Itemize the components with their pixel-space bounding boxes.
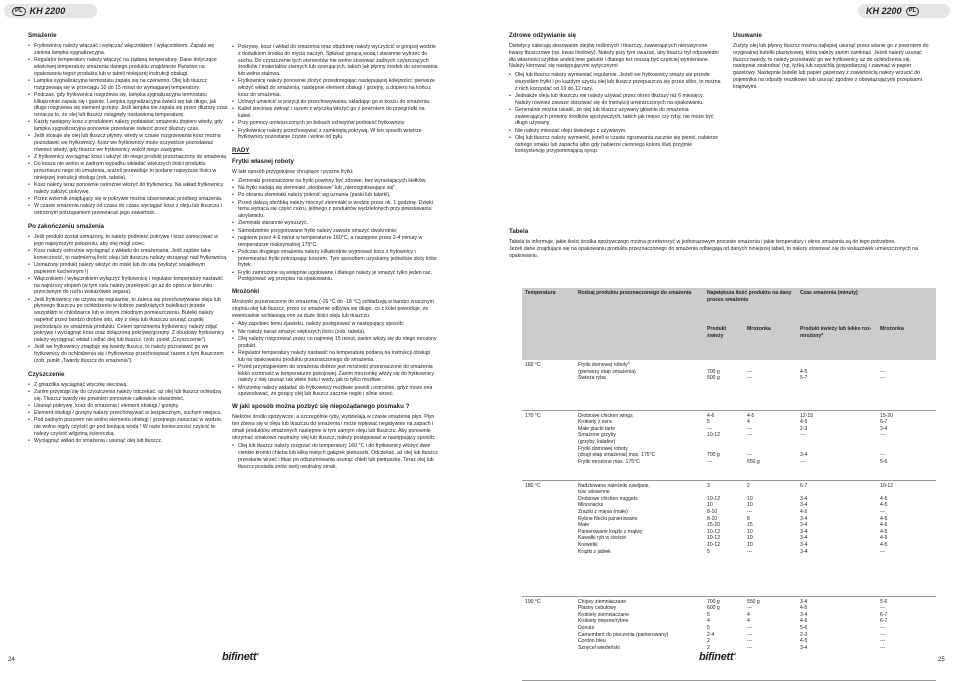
cell-line [747,439,794,446]
cell-line: 600 g [707,605,720,612]
cell-line: --- [880,508,886,515]
cell-line: 4-5 [800,618,808,625]
cell-qty-frozen [744,596,797,680]
cell-line: 10 [707,502,713,509]
table-row [522,360,936,410]
frytki-intro: W taki sposób przygotujesz chrupiące i pyszne frytki: [232,169,354,176]
cell-line: --- [880,375,886,382]
cell-time-frozen [877,360,936,410]
cell-line: 12-15 [800,412,814,419]
section-title-zakonczeniu: Po zakończeniu smażenia [28,222,104,230]
cell-line: 8-10 [707,508,718,515]
cell-line [707,439,741,446]
cell-line: Krokiety z sera [578,419,612,426]
list-zdrowe [509,72,721,155]
list-item: • najpierw przez 4-6 minut w temperaturze 160°C, a następnie przez 2-4 minuty w temperaturze maksymalnej 175°C. [232,235,438,249]
list-item: • Z frytkownicy wyciągnąć kosz i włożyć do niego produkt przeznaczony do smażenia. [28,154,228,161]
cell-line: 4 [747,618,750,625]
cell-line: 4 [747,611,750,618]
table-row [522,596,936,680]
list-item: • Frytkownicę należy włączać i wyłączać włącznikiem / wyłącznikiem. Zapala się zielona lampka sygnalizacyjna. [28,43,228,57]
table-row [522,410,936,480]
cell-line: Sznycel wiedeński [578,644,620,651]
page-number-right: 25 [938,657,945,663]
list-item: • Olej lub tłuszcz należy wymieniać regularnie. Jeżeli we frytkownicy smaży się przede wszystkim frytki i po każdym użyciu olej lub tłuszcz przepuszcza się przez sitko, to można z nich korzystać od 10 do 12 razy. [509,72,721,92]
cell-line: 5-6 [880,458,888,465]
cell-line: --- [747,605,753,612]
cell-line [707,489,741,496]
cell-line: 3-4 [800,502,808,509]
section-title-zdrowe: Zdrowe odżywianie się [509,32,577,39]
cell-line: 4 [747,419,750,426]
list-item: • Usmażony produkt należy włożyć do miski lub do sita (wyłożyć wsiąkliwym papierem kuchennym !) [28,262,228,276]
cell-line: (pierwszy etap smażenia) [578,368,636,375]
cell-line: 3 [707,482,710,489]
cell-line: Donuts [578,624,595,631]
cell-line [707,362,741,369]
cell-line: --- [747,452,753,459]
cell-line: Drobiowe chicken nuggets [578,495,638,502]
cell-line: Świeża ryba [578,375,606,382]
list-frytki [232,178,438,283]
cell-line: 10-12 [707,535,721,542]
tabela-section [509,226,933,261]
cell-qty-fresh [704,596,744,680]
subheader-frozen: Mrożonka [744,324,797,360]
cell-line [707,446,741,453]
cell-line [800,439,874,446]
list-item: • W czasie smażenia należy od czasu do czasu wyciągać kosz z oleju lub tłuszczu i ostrożnym potrząsaniem przewracać jego zawartość. [28,203,228,217]
section-title-posmak: W jaki sposób można pozbyć się niepożądanego posmaku ? [232,403,410,411]
cell-line: --- [747,548,753,555]
list-item: • Podczas drugiego smażenia należy kilkakrotnie wyjmować kosz z frytownicy i przemieszać frytki potrząsając koszem. Tym sposobem uzyskamy jednolicie złoty kolor frytek. [232,249,438,269]
cell-line: (grzyby, kalafior) [578,438,616,445]
cell-line: 3-4 [880,425,888,432]
header-product: Rodzaj produktu przeznaczonego do smażenia [575,288,704,360]
list-item: • Ziemniaki starannie wysuszyć. [232,220,438,227]
list-item: • Olej należy rozgrzewać przez co najmniej 15 minut, zanim włoży się do niego mrożony produkt. [232,336,438,350]
list-item: • Jeśli we frytkownicy znajduje się twardy tłuszcz, to należy pozostawić go we frytkownicy do ochłodzenia się i frytkownicę przechowywać razem z tym tłuszczem (zob. punkt „Twardy tłuszcz do smażenia”). [28,344,228,364]
cell-line: 5-7 [800,375,808,382]
cell-line: 500 g [707,375,720,382]
cell-line: Krewetki [578,541,598,548]
list-item: • Uchwyt umieścić w pozycji do przechowywania, składając go w koszu do smażenia. [232,99,438,106]
cell-line [747,362,794,369]
list-item: • Po obraniu ziemniaki należy pokroić wg uznania (paski lub talarki). [232,192,438,199]
cell-line: 4-5 [880,535,888,542]
cell-line: --- [880,548,886,555]
cell-line: --- [800,432,806,439]
cell-line: 3-4 [800,495,808,502]
list-item: • Z gniazdka wyciągnąć wtyczkę sieciową. [28,382,228,389]
cell-line: --- [747,368,753,375]
cell-line: 4-5 [880,541,888,548]
page-header-right [858,4,950,18]
cell-line: --- [880,452,886,459]
zdrowe-intro: Dietetycy zalecają stosowanie olejów roślinnych i tłuszczy, zawierających nienasycone kwasy tłuszczowe (np. kwas linolowy). Należy przy tym uważać, aby tłuszcz był odpowiedni dla własności szybkie andeli inne gatunki i dlatego też muszą być częściej wymieniane. Należy kierować się następującymi wytycznymi: [509,43,719,70]
cell-line: --- [747,432,753,439]
cell-line: --- [880,644,886,651]
cell-line: 2 [747,482,750,489]
list-mrozonki [232,321,438,398]
section-title-smazenie: Smażenie [28,32,57,39]
cell-line: 550 g [747,598,760,605]
cell-line: --- [747,631,753,638]
list-item: • Każdy następny kosz z produktem należy poddawać smażeniu dopiero wtedy, gdy lampka sygnalizacyjna ponownie przestanie świecić przez dłuższy czas. [28,119,228,133]
cell-temperature: 190 °C [522,596,575,680]
cell-line: 4-5 [800,638,808,645]
logo-text: bifinett [699,651,734,663]
posmak-intro: Niektóre środki spożywcze, a szczególnie ryby, wydzielają w czasie smażenia płyn. Płyn ten zbiera się w oleju lub tłuszczu do smażenia i może wpływać negatywnie na zapach i smak produktów smażonych następnie w tym samym oleju lub tłuszczu. Aby ponownie otrzymać smakowo neutralny olej lub tłuszcz, należy postępować w następujący sposób: [232,414,436,441]
cell-line: 5 [707,548,710,555]
list-smazenie [28,43,228,217]
cell-line [800,362,874,369]
cell-line: 2 [707,644,710,651]
cell-line: --- [800,458,806,465]
cell-temperature: 170 °C [522,410,575,480]
cell-line: 5 [707,419,710,426]
cell-line: 3-4 [800,522,808,529]
language-badge: PL [12,7,26,16]
section-title-czyszczenie: Czyszczenie [28,370,65,378]
cell-line: Kawałki ryb w cieście [578,535,627,542]
cell-line: 10 [747,495,753,502]
cell-line: 15-20 [880,412,894,419]
cell-line: Drobiowe chicken wings [578,412,633,419]
cell-time-fresh [797,480,877,596]
cell-line: 6-7 [880,611,888,618]
cell-line: Frytki mrożone max. 175°C [578,458,640,465]
cell-qty-fresh [704,480,744,596]
model-title-right: KH 2200 [866,6,902,16]
cell-line: 6-7 [880,618,888,625]
list-item: • Element obsługi / grzejny należy przechowywać w bezpiecznym, suchym miejscu. [28,410,228,417]
cell-line [747,489,794,496]
cell-qty-fresh [704,360,744,410]
cell-line: 4-5 [747,412,755,419]
cell-time-frozen [877,480,936,596]
cell-products [575,410,704,480]
list-item: • Usunąć pokrywę, kosz do smażenia i element obsługi / grzejny. [28,403,228,410]
list-item: • Przed przystąpieniem do smażenia dobrze jest mrożonki przeznaczone do smażenia lekko rozmrozić w temperaturze pokojowej. Zanim mrożonkę włoży się do frytkownicy należy z niej usunąć tak wiele lodu i wody, jak to tylko możliwe. [232,364,438,384]
cell-line [880,362,933,369]
cell-line: 5-6 [800,624,808,631]
cell-time-fresh [797,360,877,410]
cell-line: Cordon bleu [578,638,606,645]
list-item: • Przy pomocy umieszczonych po bokach uchwytów podnieść frytkownicę. [232,120,438,127]
brand-logo-right: bifinett® [699,651,736,663]
cell-line: 4-5 [880,515,888,522]
subheader-fresh: Produkt świeży [704,324,744,360]
cell-line: Frytki domowej roboty [578,445,628,452]
list-item: • Jeśli produkt został usmażony, to należy podnieść pokrywę i kosz zamocować w jego najwyższym położeniu, aby olej mógł ociec. [28,234,228,248]
cell-time-fresh [797,410,877,480]
cell-line: 4-5 [880,502,888,509]
cell-line: Małe placki tarte [578,425,616,432]
list-item: • Frytki zamrożone są wstępnie ugotowane i dlatego należy je smażyć tylko jeden raz. Postępować wg przepisu na opakowaniu. [232,270,438,284]
cell-line: --- [880,368,886,375]
cell-line: 700 g [707,368,720,375]
list-item: • Nie należy mieszać oleju świeżego z używanym. [509,128,721,135]
cell-line: 10 [747,528,753,535]
section-title-rady: RADY [232,147,250,154]
cell-qty-frozen [744,480,797,596]
mrozonki-intro: Mrożonki przeznaczone do smażenia (-16 °C do -18 °C) schładzają w bardzo znacznym stopniu olej lub tłuszcz, przez co smażenie odbywa się długo, co z kolei powoduje, że ewentualnie wchłaniają one za duże ilości oleju lub tłuszczu. [232,299,434,319]
cell-line: Małe [578,522,590,529]
subheader-time-fresh: Produkt świeży lub lekko roz-mrożony* [797,324,877,360]
cell-line: 10-12 [707,528,721,535]
model-title: KH 2200 [29,6,66,16]
list-item: • Zanim przystąpi się do czyszczenia należy odczekać, aż olej lub tłuszcz ochłodzą się. Tłuszcz twardy nie powinien ponownie całkowicie stwardnieć. [28,389,228,403]
cell-line: 3-4 [800,611,808,618]
list-item: • Przed dalszą obróbką należy moczyć ziemniaki w wodzie przez ok. 1 godzinę. Dzięki temu wytrąca się część cukru, jednego z produktów wydzielonych przy powstawaniu akrylamidu. [232,200,438,220]
cell-line: Chipsy ziemniaczane [578,598,627,605]
header-quantity: Największa ilość produktu na dany proces smażenia [704,288,797,324]
list-item: • Generalnie można ustalić, że olej lub tłuszcz używany głównie do smażenia zawierających proteiny środków spożywczych, takich jak mięso czy ryby, nie może być długo używany. [509,107,721,127]
cell-line: Krążki z jabłek [578,548,611,555]
list-item: • Frytkownicę należy ponownie złożyć przestrzegając następującej kolejności: pierwsze włożyć wkład do smażenia, następnie element obsługi / grzejny, a dopiero na końcu: kosz do smażenia. [232,78,438,98]
cell-line: 15 [747,522,753,529]
cell-line: 4-5 [800,368,808,375]
cell-line [800,446,874,453]
cell-line: Nadziewane naleśniki zawijane, [578,482,650,489]
tabela-text2: Jeżeli dane znajdujące się na opakowaniu produktu przeznaczonego do smażenia odbiegają od danych niniejszej tabeli, to należy stosować się do wskazówek umieszczonych na opakowaniu. [509,245,918,259]
header-temperature: Temperatura [522,288,575,360]
list-item: • Pod żadnym pozorem nie wolno elementu obsługi / grzejnego zanurzać w wodzie, nie wolno nigdy czyścić go pod bieżącą wodą ! W razie konieczności czyścić te należy czyścić wilgotną ściereczką. [28,417,228,437]
cell-temperature: 180 °C [522,480,575,596]
section-title-tabela: Tabela [509,228,529,235]
cell-line: 10-12 [707,495,721,502]
list-czyszczenie [28,382,228,445]
list-item: • Lampka sygnalizacyjna termostatu zapala się na czerwono. Olej lub tłuszcz rozgrzewają się w przeciągu 10 do 15 minut do wymaganej temperatury. [28,78,228,92]
cell-line: Camembert do pieczenia (panierowany) [578,631,669,638]
section-title-usuwanie: Usuwanie [733,32,762,39]
cell-line [880,489,933,496]
cell-line: 3-4 [800,535,808,542]
list-item: • Regulator temperatury należy włączyć na żądaną temperaturę. Dane dotyczące właściwej temperatury smażenia danego produktu znajdziecie Państwo na opakowaniu tegoż produktu lub w tabeli niniejszej instrukcji obsługi. [28,57,228,77]
section-title-frytki: Frytki własnej roboty [232,158,294,166]
cell-line: 700 g [707,598,720,605]
list-item: • Wyciągnąć wkład do smażenia i usunąć olej lub tłuszcz. [28,438,228,445]
left-column-2 [232,44,438,471]
list-item: • Mrożonkę należy wkładać do frytkownicy możliwie powoli i ostrożnie, gdyż może ona spowodować, że gorący olej lub tłuszcz zacznie nagle i silnie wrzeć. [232,385,438,399]
cell-line [880,439,933,446]
cell-line: --- [707,458,713,465]
list-item: • Na frytki nadają się ziemniaki „skrobiowe” lub „nierozgotowujące się”. [232,185,438,192]
cell-line: 10 [747,535,753,542]
subheader-time-frozen: Mrożonka [877,324,936,360]
cell-line: Zraziki z mięsa (małe) [578,508,628,515]
list-cleaning-cont [232,44,438,141]
cell-qty-fresh [704,410,744,480]
cell-line: 4-5 [800,605,808,612]
cell-line: 4-5 [880,522,888,529]
cell-line: 2-3 [800,631,808,638]
cell-line: Minisnacks [578,502,604,509]
cell-line: 8-10 [707,515,718,522]
frying-table [522,288,936,681]
cell-products [575,596,704,680]
cell-line: --- [747,425,753,432]
cell-line: 3-4 [800,528,808,535]
logo-text: bifinett [222,651,257,663]
list-item: • Kosz należy ostrożnie wyciągnąć z wkładu do smażeniana. Jeśli zajdzie taka konieczność, to nadmierną ilość oleju lub tłuszczu należy strząsnąć nad frytkownicą. [28,248,228,262]
cell-line: Plastry cebulowy [578,605,617,612]
cell-line: 4-5 [880,528,888,535]
cell-line: 6-7 [800,482,808,489]
cell-line: 15-20 [707,522,721,529]
cell-line: 5-6 [880,598,888,605]
cell-line: 4-5 [800,508,808,515]
cell-temperature: 160 °C [522,360,575,410]
cell-line: 2-3 [800,425,808,432]
list-item: • Przez wziernik znajdujący się w pokrywie można obserwować przebieg smażenia. [28,196,228,203]
table-row [522,480,936,596]
right-column-2 [733,30,933,92]
language-badge-right: PL [906,7,920,16]
cell-line: Rybne filecki panierowane [578,515,638,522]
cell-line: 3-4 [800,515,808,522]
cell-line: 6-7 [880,419,888,426]
table-body [522,360,936,680]
list-item: • Jednakże oleju lub tłuszczu nie należy używać przez okres dłuższy niż 6 miesięcy. Należy również zawsze stosować się do instrukcji umieszczonych na opakowaniu. [509,93,721,107]
cell-line: 4-5 [880,495,888,502]
cell-line: 4-5 [800,419,808,426]
cell-line: 10-12 [707,541,721,548]
section-title-mrozonki: Mrożonki [232,288,260,296]
cell-line: --- [880,631,886,638]
cell-line: 10-12 [880,482,894,489]
cell-line [800,489,874,496]
list-item: • Regulator temperatury należy nastawić na temperaturę podaną na instrukcji obsługi lub na opakowaniu produktu przeznaczonego do smażenia. [232,350,438,364]
cell-line: --- [880,638,886,645]
cell-line: --- [747,644,753,651]
cell-line: --- [880,624,886,631]
cell-line: tzw. wiosenne [578,489,610,496]
list-item: • Jeśli frytkownicy nie używa się regularnie, to zaleca się przechowywanie oleju lub płynnego tłuszczu po ochłodzeniu w dobrze zamkniętych butelkach przede wszystkim w chłodziarce lub w innym chłodnym pomieszczeniu. Butelki należy napełnić przez bardzo drobne sito, aby z oleju lub tłuszczu usunąć cząstki pochodzące ze smażenia produktu. Celem opróżnienia frytkownicy należy zdjąć pokrywę i wyciągnąć kosz oraz dołączoną pokrywę/grzejny. Z obudowy frytkownicy należy wyciągnąć wkład i odlać olej lub tłuszcz. (zob. punkt „Czyszczenie”). [28,297,228,344]
cell-qty-frozen [744,410,797,480]
cell-line: --- [880,605,886,612]
page-header-left [4,4,97,18]
left-column-1 [28,30,228,445]
list-item: • Do kosza nie wolno w żadnym wypadku wkładać większych ilości produktu przeznaczo nego do smażenia, aniżeli przewiduje to podane najwyższe ilości w niniejszej instrukcji obsługi (zob. tabela). [28,161,228,181]
brand-logo-left: bifinett® [222,651,259,663]
cell-line: Panierowane krążki z mątwy [578,528,643,535]
cell-line: --- [747,638,753,645]
list-item: • Olej lub tłuszcz należy wymienić, jeżeli w czasie ogrzewania zacznie się pienić, nabierze ostrego smaku lub zapachu albo gdy nabierze ciemnego koloru i/lub przyjmie konsystencję przypominającą syrop. [509,135,721,155]
cell-time-frozen [877,410,936,480]
list-zakonczeniu [28,234,228,365]
list-item: • Frytkownicę należy przechowywać z zamkniętą pokrywą. W ten sposób wnętrze frytkownicy pozostanie czyste i wolne od pyłu. [232,128,438,142]
list-item: • Nie należy naraz smażyć większych ilości (zob. tabela). [232,329,438,336]
cell-line: 2 [707,638,710,645]
right-column-1 [509,30,721,156]
cell-line: --- [707,425,713,432]
cell-line: Frytki domowej roboty* [578,362,630,368]
cell-time-fresh [797,596,877,680]
tabela-text1: Tabela ta informuje, jakie ilości środka spożywczego można przetworzyć w jednorazowym procesie smażenia i jakie temperatury i okres smażenia są do tego potrzebne. [509,239,896,246]
list-item: • Olej lub tłuszcz należy rozgrzać do temperatury 160 °C i do frytkownicy włożyć dwie cienkie kromki chleba lub kilka małych gałązek pietruszki. Odczekać, aż olej lub tłuszcz przestanie wrzeć i fikać po odszumowania usunąć chleb lub pietruszkę. Teraz olej lub tłuszcz posiada znów swój neutralny smak. [232,443,438,470]
list-item: • Jeśli stosuje się olej lub tłuszcz płynny, wtedy w czasie rozgrzewania kosz można pozostawić we frytkownicy. Kosz we frytkownicy może oczywiście pozostawać również wtedy, gdy tłuszcz we frytkownicy wokół niego zastygnie. [28,133,228,153]
cell-line: 700 g [707,452,720,459]
cell-line: 3-4 [800,598,808,605]
cell-line: (drugi etap smażenia) max. 175°C [578,452,656,459]
cell-line: 3-4 [800,644,808,651]
cell-line: 5 [707,611,710,618]
list-item: • Podczas, gdy frytkownica rozgrzewa się, lampka sygnalizacyjna termostatu kilkakrotnie zapala się i gaśnie. Lampka sygnalizacyjna świeci się tak długo, jak długo rozgrzewa się element grzejny. Jeśli lampka nie zapala się przez dłuższy czas oznacza to, że olej lub tłuszcz osiągnęły nastawioną temperaturę. [28,92,228,119]
list-item: • Ziemniaki przeznaczone na frytki powinny być zdrowe, bez wyrastających kiełków. [232,178,438,185]
cell-products [575,480,704,596]
cell-line: 10 [747,502,753,509]
cell-line: --- [747,624,753,631]
cell-line: 10-12 [707,432,721,439]
usuwanie-text: Zużyty olej lub płynny tłuszcz można najlepiej usunąć przez wlanie go z powrotem do oryginalnej butelki plastykowej, którą należy zanim zamknąć. Jeżeli należy usunąć tłuszcz twardy, to należy pozostawić go we frytkownicy aż do ochłodzenia się, następnie zeskrobać (np. łyżką lub szpachlą gospodarczą) i zawinąć w papier gazetowy. Następnie butelki lub papier gazetowy z zawartością należy wrzucić do pojemnika na odpady resztkowe lub usunąć zgodnie z obowiązującymi przepisami krajowymi. [733,43,929,90]
list-item: • Kosz należy teraz ponownie ostrożnie włożyć do frytkownicy. Na wkład frytkownicy należy założyć pokrywę. [28,182,228,196]
cell-line: --- [747,375,753,382]
cell-line: 550 g [747,458,760,465]
list-item: • Samodzielnie przygotowane frytki należy zawsze smażyć dwukrotnie: [232,228,438,235]
cell-line: --- [880,432,886,439]
list-item: • Włącznikiem / wyłącznikiem wyłączyć frytkownicę i regulator temperatury nastawić na najniższy stopień (w tym celu należy przekręcić go aż do oporu w kierunku przeciwnym do ruchu wskazówek zegara). [28,276,228,296]
page-number-left: 24 [8,657,15,663]
list-item: • Aby zapobiec temu zjawisku, należy postępować w następujący sposób: [232,321,438,328]
cell-line: 3-4 [800,452,808,459]
list-item: • Kabel sieciowy zwinąć i razem z wtyczką włożyć go z powrotem do przegródki na kabel. [232,106,438,120]
cell-line: 5 [707,624,710,631]
cell-line: 10 [747,541,753,548]
cell-line [880,446,933,453]
cell-products [575,360,704,410]
cell-line: 2-4 [707,631,715,638]
cell-qty-frozen [744,360,797,410]
cell-line: --- [747,508,753,515]
list-posmak [232,443,438,470]
cell-line: 3-4 [800,541,808,548]
cell-line: Krokiety ziemniaczane [578,611,629,618]
cell-time-frozen [877,596,936,680]
cell-line: Smażone grzyby [578,432,616,439]
cell-line: 4 [707,618,710,625]
list-item: • Pokrywę, kosz i wkład do smażenia oraz obudowę należy wyczyścić w gorącej wodzie z dodatkiem środka do mycia naczyń. Spłukać gorącą wodą i starannie wytrzeć do sucha. Do czyszczenie tych elementów nie wolno stosować żadnych czyszczących środków / materiałów ziarnych lub szorujących, takich jak płynny środek do szorowania lub wełna stalowa. [232,44,438,78]
header-time: Czas smażenia (minuty) [797,288,936,324]
cell-line: 8 [747,515,750,522]
cell-line [747,446,794,453]
cell-line: Krokiety mięsne/rybne [578,618,629,625]
cell-line: 4-6 [707,412,715,419]
cell-line: 3-4 [800,548,808,555]
